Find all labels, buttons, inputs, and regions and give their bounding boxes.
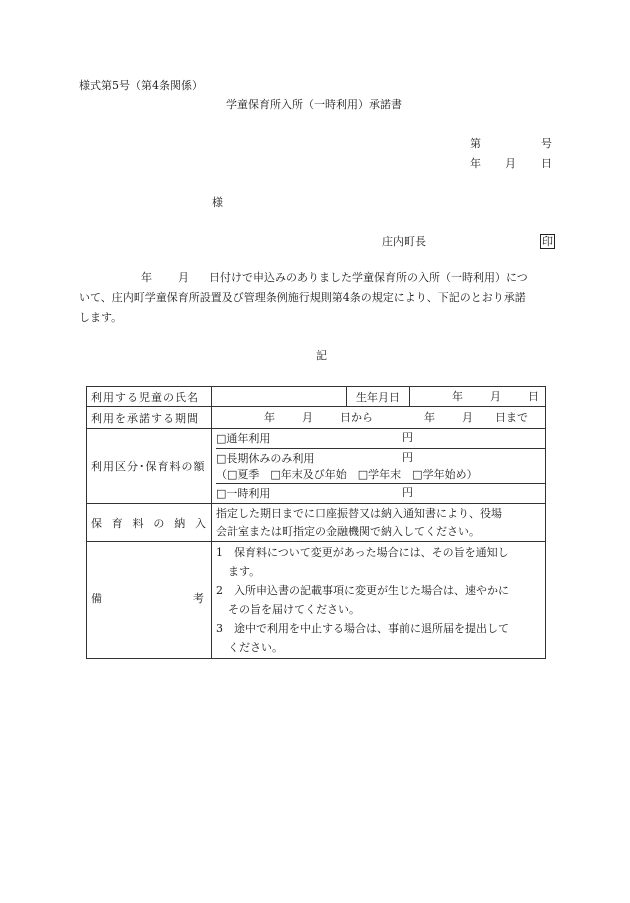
- option-long-holiday-detail: （□夏季 □年末及び年始 □学年末 □学年始め）: [216, 468, 478, 481]
- body-paragraph: [79, 268, 549, 328]
- birth-date-field: [410, 387, 546, 407]
- category-label: 利用区分･保育料の額: [87, 429, 212, 504]
- birth-day: 日: [528, 390, 539, 403]
- from-year: 年: [264, 411, 275, 424]
- remarks-label-left: 備: [91, 592, 103, 605]
- doc-number-go: 号: [541, 137, 552, 150]
- note-1: 1 保育料について変更があった場合には、その旨を通知し: [216, 546, 509, 559]
- row-period: [87, 407, 546, 429]
- from-day: 日から: [340, 411, 373, 424]
- payment-label: 保育料の納入: [87, 504, 212, 542]
- period-field: [212, 407, 546, 429]
- birth-month: 月: [490, 390, 501, 403]
- row-child-name: [87, 387, 546, 407]
- ki-label: 記: [316, 349, 327, 362]
- date-year: 年: [470, 157, 481, 170]
- seal-mark: 印: [542, 235, 553, 248]
- note-3-cont: ください。: [228, 641, 283, 654]
- form-number: 様式第5号（第4条関係）: [79, 79, 203, 92]
- to-month: 月: [462, 411, 473, 424]
- option-annual-yen: 円: [402, 431, 413, 444]
- birth-year: 年: [452, 390, 463, 403]
- payment-line1: 指定した期日までに口座振替又は納入通知書により、役場: [216, 506, 502, 520]
- row-remarks: [87, 542, 546, 659]
- date-day: 日: [541, 157, 552, 170]
- page-title: 学童保育所入所（一時利用）承諾書: [226, 98, 402, 111]
- birth-label: 生年月日: [347, 387, 410, 407]
- option-temporary-yen: 円: [402, 486, 413, 499]
- option-long-holiday-label: □長期休みのみ利用: [216, 452, 315, 465]
- remarks-label: [87, 542, 212, 659]
- remarks-notes: [212, 542, 546, 659]
- child-name-field: [212, 387, 347, 407]
- note-2-cont: その旨を届けてください。: [228, 603, 360, 616]
- option-long-holiday-yen: 円: [402, 451, 413, 464]
- row-payment: [87, 504, 546, 542]
- remarks-label-right: 考: [193, 592, 205, 605]
- doc-number-dai: 第: [470, 137, 481, 150]
- body-line3: します。: [79, 311, 123, 324]
- to-day: 日まで: [495, 411, 528, 424]
- body-month: 月: [178, 271, 189, 284]
- row-category: [87, 429, 546, 504]
- to-year: 年: [424, 411, 435, 424]
- option-long-holiday: [216, 449, 545, 484]
- payment-line2: 会計室または町指定の金融機関で納入してください。: [216, 524, 480, 538]
- issuer-name: 庄内町長: [382, 235, 426, 248]
- body-line1: 日付けで申込みのありました学童保育所の入所（一時利用）につ: [209, 271, 528, 284]
- option-annual: [216, 429, 545, 449]
- child-name-label: 利用する児童の氏名: [87, 387, 212, 407]
- body-year: 年: [141, 271, 152, 284]
- period-label: 利用を承諾する期間: [87, 407, 212, 429]
- note-1-cont: ます。: [228, 565, 261, 578]
- payment-text: [212, 504, 546, 542]
- option-temporary-label: □一時利用: [216, 487, 271, 500]
- recipient-sama: 様: [212, 196, 223, 209]
- from-month: 月: [302, 411, 313, 424]
- approval-table: [86, 386, 546, 659]
- option-temporary: [216, 484, 545, 503]
- date-month: 月: [505, 157, 516, 170]
- category-field: [212, 429, 546, 504]
- body-line2: いて、庄内町学童保育所設置及び管理条例施行規則第4条の規定により、下記のとおり承諾: [79, 291, 526, 304]
- note-3: 3 途中で利用を中止する場合は、事前に退所届を提出して: [216, 622, 509, 635]
- option-annual-label: □通年利用: [216, 432, 271, 445]
- note-2: 2 入所申込書の記載事項に変更が生じた場合は、速やかに: [216, 584, 509, 597]
